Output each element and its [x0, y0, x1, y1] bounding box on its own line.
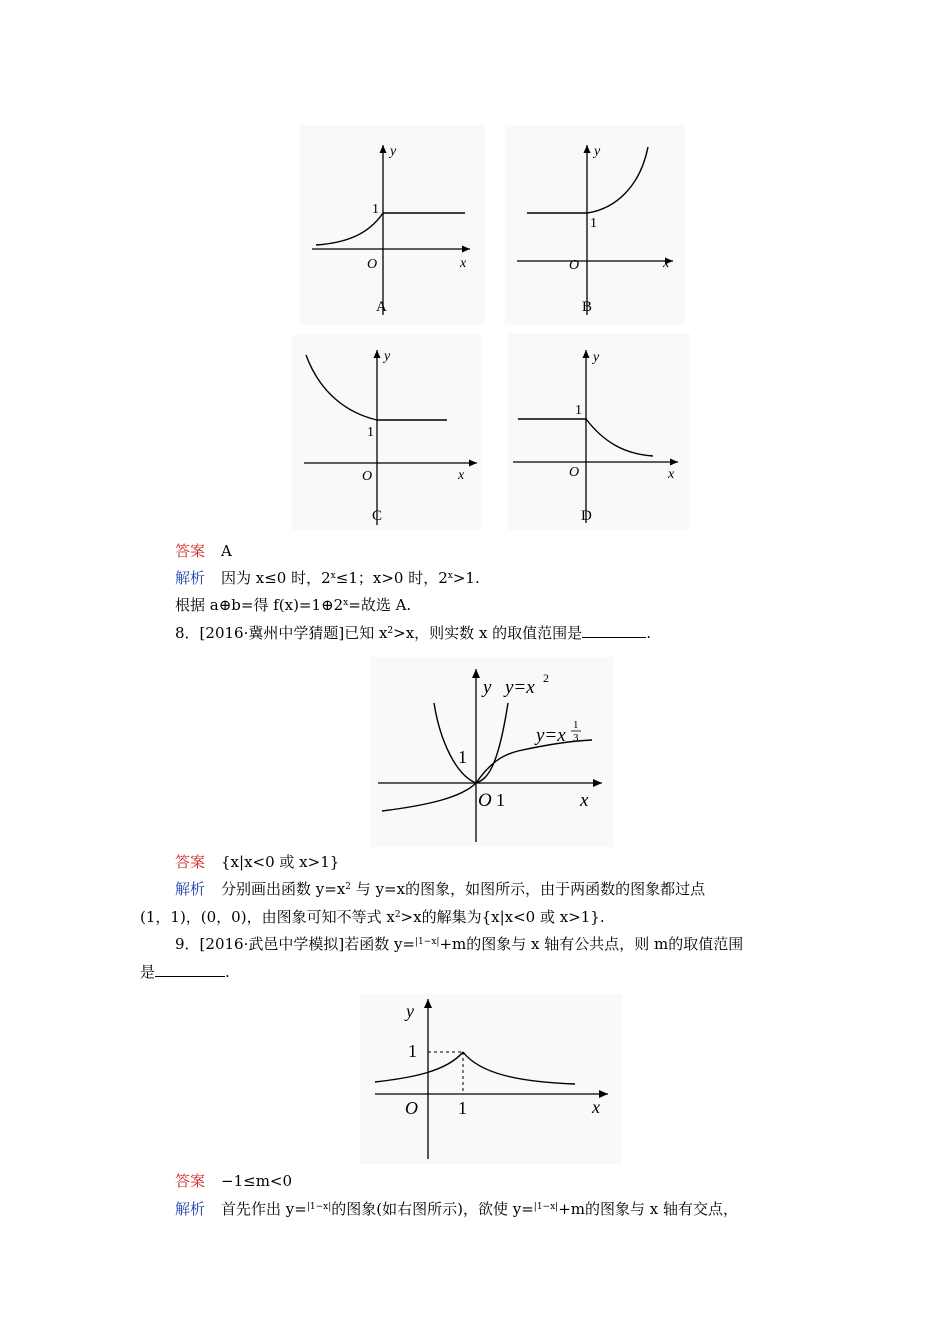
superscript: x — [330, 571, 336, 581]
y-axis-arrow — [424, 999, 432, 1008]
parabola-label: y=x — [505, 677, 535, 698]
option-letter: D — [581, 508, 592, 524]
analysis-text: 的图象(如右图所示)，欲使 y= — [331, 1200, 534, 1218]
superscript: 2 — [394, 910, 401, 920]
question-text: 8．[2016·冀州中学猜题]已知 x — [175, 624, 388, 642]
x-axis-arrow — [469, 460, 477, 467]
origin-label: O — [405, 1098, 418, 1118]
x-axis-label: x — [663, 256, 670, 271]
q9-question-line-2 — [140, 962, 230, 982]
q9-figure — [360, 994, 622, 1164]
q8-figure — [370, 657, 613, 847]
y-axis-arrow — [374, 350, 381, 358]
y-tick-label: 1 — [458, 747, 467, 767]
q9-answer-line — [175, 1171, 292, 1191]
answer-value: −1≤m<0 — [221, 1172, 293, 1190]
origin-label: O — [367, 257, 378, 272]
question-text: 9．[2016·武邑中学模拟]若函数 y= — [175, 935, 416, 953]
answer-blank — [582, 637, 646, 638]
origin-label: O — [478, 790, 492, 811]
answer-label: 答案 — [175, 1172, 206, 1190]
analysis-text: >1. — [452, 569, 480, 587]
parabola-exponent: 2 — [543, 671, 549, 685]
superscript: 2 — [387, 626, 394, 636]
x-axis-arrow — [599, 1090, 608, 1098]
conclusion-text: 根据 a⊕b=得 f(x)=1⊕2 — [175, 596, 344, 614]
superscript: |1−x| — [415, 937, 440, 947]
option-letter: B — [582, 299, 593, 315]
figure-option-d — [508, 333, 690, 530]
q7-analysis-line — [175, 568, 480, 588]
curve-right — [586, 419, 653, 456]
analysis-text: >x的解集为{x|x<0 或 x>1}. — [400, 908, 605, 926]
superscript: |1−x| — [306, 1202, 332, 1212]
analysis-text: 首先作出 y= — [221, 1200, 307, 1218]
answer-label: 答案 — [175, 853, 206, 871]
analysis-label: 解析 — [175, 880, 206, 898]
x-axis-label: x — [458, 468, 465, 483]
origin-label: O — [362, 469, 373, 484]
graph-d — [508, 333, 690, 530]
curve-parabola — [434, 703, 508, 783]
superscript: |1−x| — [533, 1202, 559, 1212]
power-function-graph — [370, 657, 613, 847]
x-axis-label: x — [668, 467, 675, 482]
analysis-text: +m的图象与 x 轴有交点， — [558, 1200, 738, 1218]
question-text: 是 — [140, 963, 156, 981]
tick-label-1: 1 — [367, 425, 374, 440]
analysis-text: 分别画出函数 y=x — [221, 880, 346, 898]
q9-analysis-line — [175, 1199, 738, 1219]
exponential-abs-graph — [360, 994, 622, 1164]
option-letter: A — [376, 299, 387, 315]
tick-label-1: 1 — [372, 202, 379, 217]
graph-a — [300, 125, 485, 325]
graph-b — [505, 125, 685, 325]
superscript: 2 — [345, 882, 352, 892]
q7-conclusion-line — [175, 595, 411, 615]
x-axis-arrow — [670, 459, 678, 466]
cube-root-exp-num: 1 — [573, 719, 579, 731]
analysis-label: 解析 — [175, 1200, 206, 1218]
figure-option-b — [505, 125, 685, 325]
question-text: . — [225, 963, 230, 981]
x-axis-label: x — [580, 790, 589, 811]
y-axis-label: y — [483, 677, 492, 698]
curve-left — [306, 355, 377, 420]
curve-right — [463, 1052, 575, 1084]
curve-left — [316, 213, 383, 245]
y-axis-label: y — [406, 1001, 414, 1021]
q8-analysis-line-2 — [140, 907, 605, 927]
question-text: . — [646, 624, 651, 642]
origin-label: O — [569, 465, 580, 480]
q8-question-line — [175, 623, 651, 643]
y-axis-label: y — [390, 144, 397, 159]
origin-label: O — [569, 258, 580, 273]
y-axis-label: y — [593, 350, 600, 365]
x-axis-arrow — [462, 246, 470, 253]
q7-answer-line — [175, 541, 232, 561]
graph-c — [292, 335, 482, 530]
analysis-text: 与 y=x的图象，如图所示，由于两函数的图象都过点 — [351, 880, 706, 898]
analysis-text: ≤1；x>0 时，2 — [335, 569, 448, 587]
y-tick-label: 1 — [408, 1041, 417, 1061]
q8-analysis-line-1 — [175, 879, 705, 899]
q8-answer-line — [175, 852, 339, 872]
superscript: x — [343, 598, 349, 608]
y-axis-arrow — [472, 669, 480, 678]
superscript: x — [447, 571, 453, 581]
tick-label-1: 1 — [575, 403, 582, 418]
y-axis-arrow — [380, 145, 387, 153]
curve-left — [375, 1052, 463, 1082]
option-letter: C — [372, 508, 383, 524]
y-axis-arrow — [583, 350, 590, 358]
q9-question-line-1 — [175, 934, 743, 954]
x-axis-label: x — [460, 256, 467, 271]
question-text: +m的图象与 x 轴有公共点，则 m的取值范围 — [439, 935, 744, 953]
y-axis-label: y — [594, 144, 601, 159]
x-axis-label: x — [592, 1097, 600, 1117]
answer-value: {x|x<0 或 x>1} — [221, 853, 340, 871]
x-axis-arrow — [593, 779, 602, 787]
analysis-label: 解析 — [175, 569, 206, 587]
y-axis-arrow — [584, 145, 591, 153]
conclusion-text: =故选 A. — [348, 596, 412, 614]
y-axis-label: y — [384, 349, 391, 364]
cube-root-label: y=x — [536, 725, 566, 746]
figure-option-a — [300, 125, 485, 325]
answer-label: 答案 — [175, 542, 206, 560]
tick-label-1: 1 — [590, 216, 597, 231]
figure-option-c — [292, 335, 482, 530]
analysis-text: 因为 x≤0 时，2 — [221, 569, 331, 587]
answer-value: A — [221, 542, 232, 560]
x-tick-label: 1 — [496, 790, 505, 810]
cube-root-exp-den: 3 — [573, 732, 579, 744]
question-text: >x，则实数 x 的取值范围是 — [393, 624, 583, 642]
analysis-text: (1，1)，(0，0)，由图象可知不等式 x — [140, 908, 395, 926]
answer-blank — [155, 976, 225, 977]
x-tick-label: 1 — [458, 1098, 467, 1118]
